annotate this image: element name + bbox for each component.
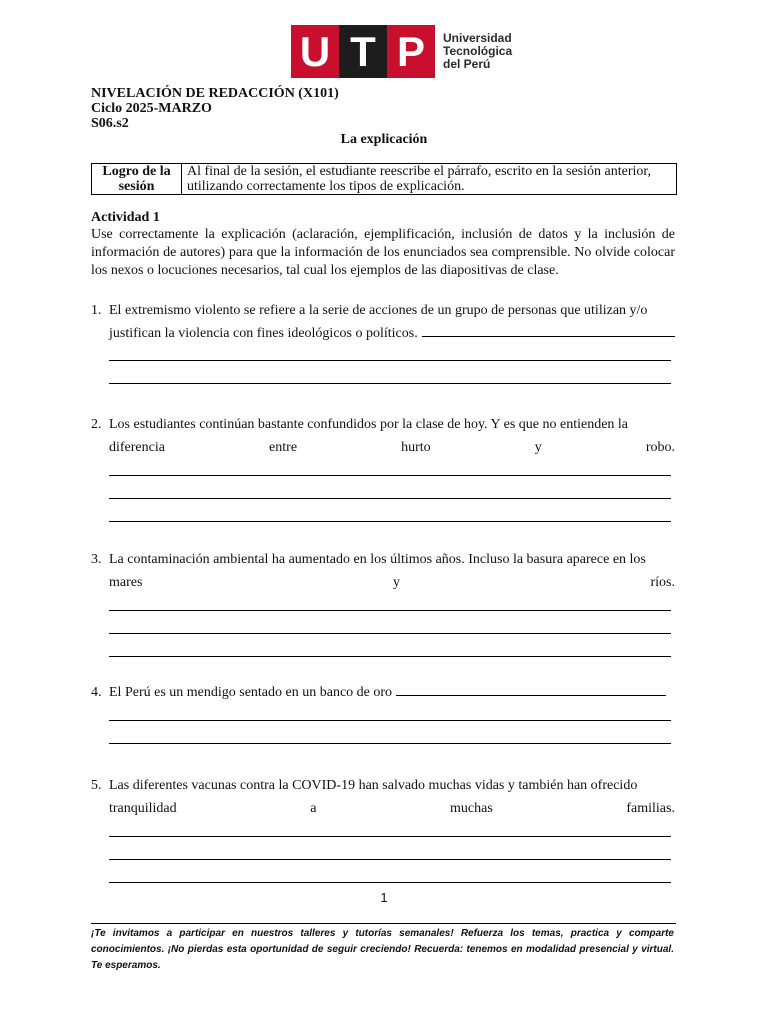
question-5 — [91, 774, 675, 883]
question-text-line: La contaminación ambiental ha aumentado en los últimos años. Incluso la basura aparece en los — [109, 552, 646, 567]
logo-letter-u: U — [291, 25, 339, 78]
logro-label: Logro de la sesión — [92, 164, 182, 195]
question-3 — [91, 548, 675, 657]
session-code: S06.s2 — [91, 116, 129, 131]
answer-line[interactable] — [109, 475, 671, 476]
answer-blank[interactable] — [396, 681, 666, 696]
question-word: y — [392, 575, 400, 590]
question-word: robo. — [645, 440, 675, 455]
question-word: familias. — [626, 801, 675, 816]
logo-name-line: Universidad — [443, 31, 512, 45]
logro-text: Al final de la sesión, el estudiante reescribe el párrafo, escrito en la sesión anterior, utilizando correctamente los tipos de explicación. — [182, 164, 677, 195]
question-4 — [91, 681, 675, 744]
logo-letters — [291, 25, 435, 78]
question-number: 5. — [91, 778, 102, 793]
question-text-line: El Perú es un mendigo sentado en un banco de oro — [109, 685, 393, 700]
footer-divider — [91, 923, 676, 924]
question-text-line: justifican la violencia con fines ideológicos o políticos. — [109, 326, 418, 341]
question-word: hurto — [401, 440, 431, 455]
logro-table — [91, 163, 677, 195]
question-number: 4. — [91, 685, 102, 700]
footer-note: ¡Te invitamos a participar en nuestros talleres y tutorías semanales! Refuerza los temas, practica y comparte conocimientos. ¡No pierdas esta oportunidad de seguir creciendo! Recuerda: tenemos en modalidad presencial y virtual. Te esperamos. — [91, 928, 674, 971]
answer-line[interactable] — [109, 859, 671, 860]
question-text-line — [109, 797, 675, 820]
question-text-line: Los estudiantes continúan bastante confundidos por la clase de hoy. Y es que no entienden la — [109, 417, 629, 432]
answer-line[interactable] — [109, 498, 671, 499]
question-word: mares — [109, 575, 143, 590]
page-number: 1 — [380, 890, 388, 905]
answer-line[interactable] — [109, 882, 671, 883]
logo-university-name — [443, 32, 512, 71]
page-title: La explicación — [340, 132, 428, 147]
document-header — [91, 86, 339, 131]
logo-name-line: del Perú — [443, 57, 491, 71]
question-word: muchas — [450, 801, 493, 816]
answer-line[interactable] — [109, 720, 671, 721]
question-word: diferencia — [109, 440, 165, 455]
activity-instructions: Use correctamente la explicación (aclaración, ejemplificación, inclusión de datos y la inclusión de información de autores) para que la información de los enunciados sea comprensible. No olvide colocar los nexos o locuciones necesarios, tal cual los ejemplos de las diapositivas de clase. — [91, 227, 675, 278]
cycle-label: Ciclo 2025-MARZO — [91, 101, 212, 116]
question-word: y — [534, 440, 542, 455]
question-number: 2. — [91, 417, 102, 432]
question-word: entre — [269, 440, 298, 455]
question-text-line: El extremismo violento se refiere a la serie de acciones de un grupo de personas que utilizan y/o — [109, 303, 648, 318]
answer-line[interactable] — [109, 743, 671, 744]
answer-line[interactable] — [109, 656, 671, 657]
question-word: tranquilidad — [109, 801, 177, 816]
logo-name-line: Tecnológica — [443, 44, 513, 58]
question-text-line: Las diferentes vacunas contra la COVID-19 han salvado muchas vidas y también han ofrecido — [109, 778, 638, 793]
answer-line[interactable] — [109, 521, 671, 522]
answer-line[interactable] — [109, 610, 671, 611]
question-2 — [91, 413, 675, 522]
activity-title: Actividad 1 — [91, 210, 160, 225]
answer-line[interactable] — [109, 633, 671, 634]
question-word: a — [310, 801, 317, 816]
question-text-line — [109, 571, 675, 594]
question-number: 3. — [91, 552, 102, 567]
question-1 — [91, 299, 675, 384]
logo-letter-t: T — [339, 25, 387, 78]
question-text-line — [109, 436, 675, 459]
answer-line[interactable] — [109, 836, 671, 837]
course-name: NIVELACIÓN DE REDACCIÓN (X101) — [91, 86, 339, 101]
answer-blank[interactable] — [422, 322, 675, 337]
answer-line[interactable] — [109, 360, 671, 361]
question-number: 1. — [91, 303, 102, 318]
utp-logo — [291, 25, 512, 78]
question-word: ríos. — [650, 575, 675, 590]
answer-line[interactable] — [109, 383, 671, 384]
logo-letter-p: P — [387, 25, 435, 78]
